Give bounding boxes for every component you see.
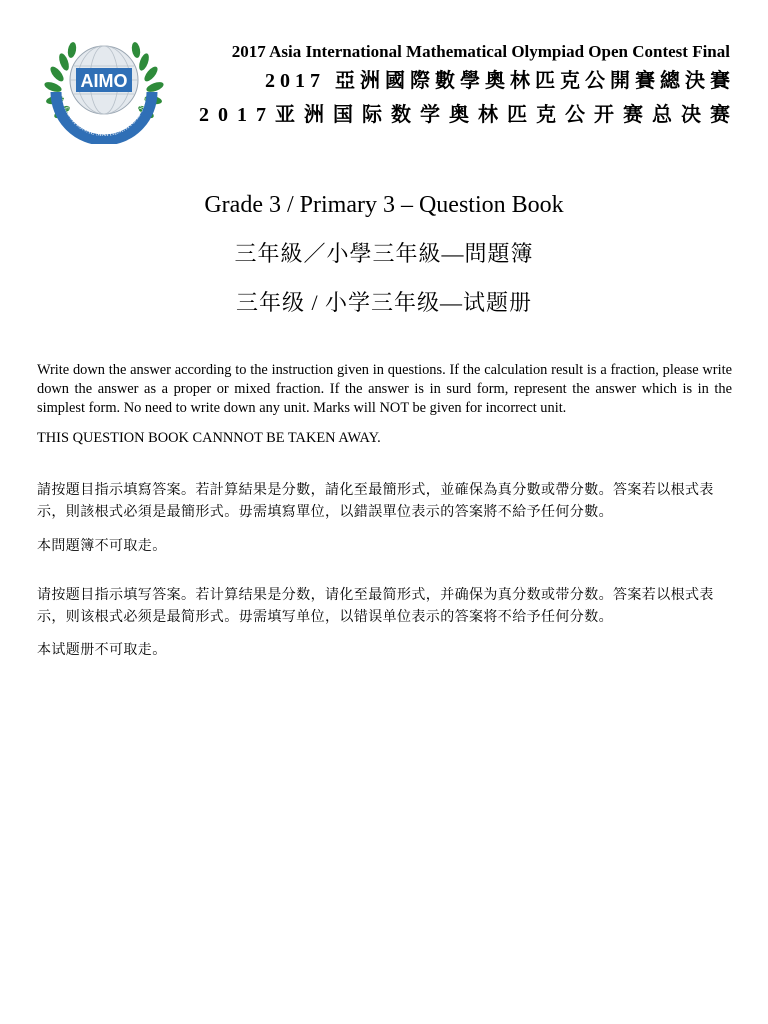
contest-title-zh-simp: 2017亚洲国际数学奥林匹克公开赛总决赛 — [199, 104, 739, 126]
aimo-logo — [42, 32, 166, 144]
contest-title-zh-trad: 2017 亞洲國際數學奧林匹克公開賽總決賽 — [265, 70, 735, 92]
contest-header — [180, 40, 739, 132]
logo-ring-textpath: INTERNATIONAL MATHEMATICAL OLYM — [60, 94, 149, 139]
notice-zh-trad: 本問題簿不可取走。 — [37, 539, 167, 554]
book-title-zh-simp: 三年级 / 小学三年级—试题册 — [235, 290, 533, 315]
notice-zh-simp: 本试题册不可取走。 — [37, 643, 167, 658]
instructions-zh-simp: 请按题目指示填写答案。若计算结果是分数，请化至最简形式，并确保为真分数或带分数。答案若以根式表示，则该根式必须是最简形式。毋需填写单位，以错误单位表示的答案将不给予任何分数。 — [37, 588, 714, 625]
logo-text: AIMO — [80, 71, 128, 91]
instructions-en: Write down the answer according to the instruction given in questions. If the calculation result is a fraction, please write down the answer as a proper or mixed fraction. If the answer is in surd form, represent the answer which is in the simplest form. No need to write down any unit. Marks will NOT be given for incorrect unit. — [37, 362, 732, 416]
book-title-zh-trad: 三年級／小學三年級—問題簿 — [234, 241, 534, 266]
notice-en: THIS QUESTION BOOK CANNNOT BE TAKEN AWAY. — [37, 430, 381, 446]
book-title-en: Grade 3 / Primary 3 – Question Book — [204, 192, 564, 218]
instructions-zh-trad: 請按題目指示填寫答案。若計算結果是分數，請化至最簡形式，並確保為真分數或帶分數。答案若以根式表示，則該根式必須是最簡形式。毋需填寫單位，以錯誤單位表示的答案將不給予任何分數。 — [37, 483, 714, 520]
aimo-logo-emblem — [42, 32, 166, 144]
contest-title-en: 2017 Asia International Mathematical Olympiad Open Contest Final — [231, 42, 730, 61]
